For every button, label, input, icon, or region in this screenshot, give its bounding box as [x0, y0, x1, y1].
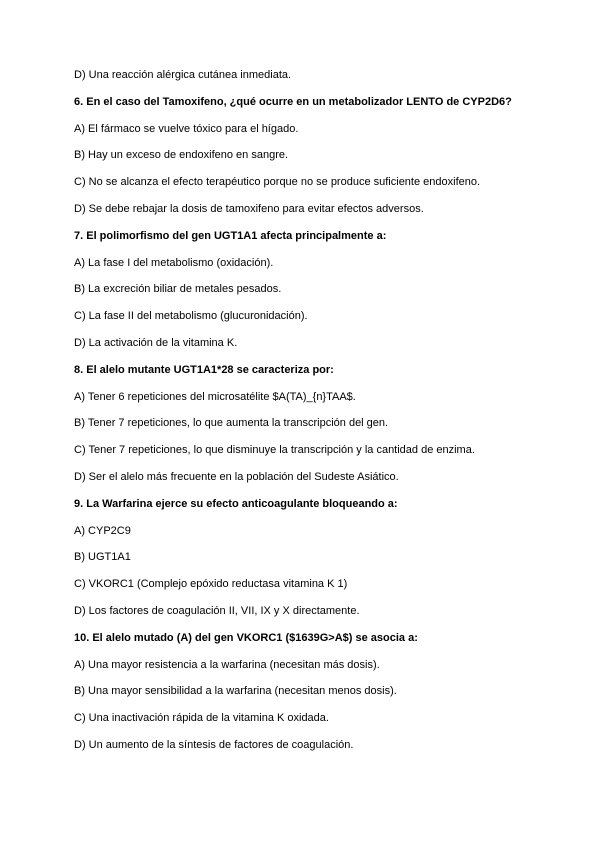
answer-option: B) Tener 7 repeticiones, lo que aumenta la transcripción del gen.	[74, 417, 389, 430]
answer-option: D) Una reacción alérgica cutánea inmediata.	[74, 69, 292, 81]
answer-option: B) La excreción biliar de metales pesados.	[74, 283, 282, 296]
question-heading: 7. El polimorfismo del gen UGT1A1 afecta principalmente a:	[74, 229, 387, 242]
question-heading: 6. En el caso del Tamoxifeno, ¿qué ocurre en un metabolizador LENTO de CYP2D6?	[74, 95, 512, 108]
answer-option: C) La fase II del metabolismo (glucuronidación).	[74, 310, 308, 323]
answer-option: C) No se alcanza el efecto terapéutico porque no se produce suficiente endoxifeno.	[74, 176, 481, 189]
question-heading: 8. El alelo mutante UGT1A1*28 se caracteriza por:	[74, 363, 334, 376]
answer-option: B) UGT1A1	[74, 551, 131, 564]
answer-option: D) Ser el alelo más frecuente en la población del Sudeste Asiático.	[74, 470, 399, 483]
answer-option: C) Una inactivación rápida de la vitamina K oxidada.	[74, 712, 329, 725]
answer-option: A) Tener 6 repeticiones del microsatélite $A(TA)_{n}TAA$.	[74, 390, 356, 403]
answer-option: A) El fármaco se vuelve tóxico para el hígado.	[74, 122, 299, 135]
answer-option: A) Una mayor resistencia a la warfarina (necesitan más dosis).	[74, 658, 380, 671]
answer-option: B) Hay un exceso de endoxifeno en sangre.	[74, 149, 289, 162]
question-heading: 10. El alelo mutado (A) del gen VKORC1 ($1639G>A$) se asocia a:	[74, 631, 418, 644]
answer-option: A) La fase I del metabolismo (oxidación).	[74, 256, 274, 269]
answer-option: C) Tener 7 repeticiones, lo que disminuye la transcripción y la cantidad de enzima.	[74, 444, 475, 457]
question-list	[74, 69, 544, 766]
answer-option: C) VKORC1 (Complejo epóxido reductasa vitamina K 1)	[74, 578, 348, 591]
answer-option: D) Se debe rebajar la dosis de tamoxifeno para evitar efectos adversos.	[74, 202, 424, 215]
answer-option: D) Los factores de coagulación II, VII, IX y X directamente.	[74, 604, 360, 617]
answer-option: D) Un aumento de la síntesis de factores de coagulación.	[74, 738, 354, 751]
answer-option: B) Una mayor sensibilidad a la warfarina (necesitan menos dosis).	[74, 685, 397, 698]
question-heading: 9. La Warfarina ejerce su efecto anticoagulante bloqueando a:	[74, 497, 398, 510]
answer-option: A) CYP2C9	[74, 524, 131, 537]
answer-option: D) La activación de la vitamina K.	[74, 336, 238, 349]
